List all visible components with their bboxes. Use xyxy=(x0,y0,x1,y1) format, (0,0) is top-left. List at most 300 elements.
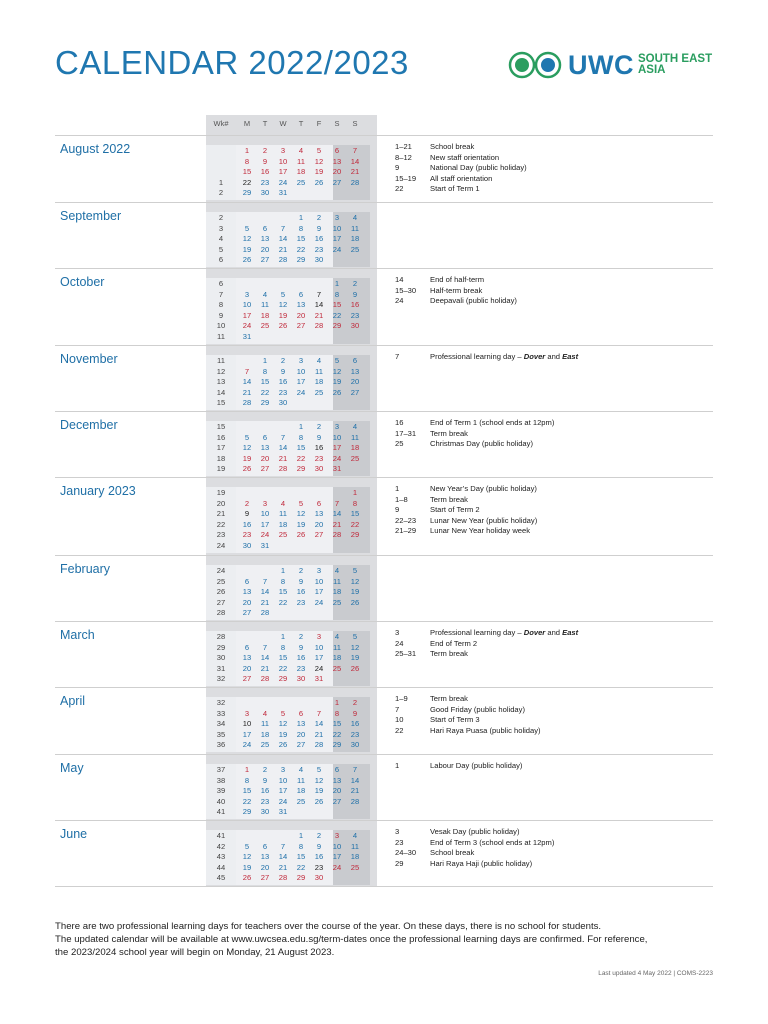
event-date: 9 xyxy=(395,505,400,515)
event-date: 7 xyxy=(395,704,400,714)
event-date: 16 xyxy=(395,418,404,427)
day-cell: 3 xyxy=(316,632,322,641)
day-cell: 22 xyxy=(332,310,342,320)
day-cell: 1 xyxy=(244,765,250,774)
week-row xyxy=(206,178,377,188)
week-number: 32 xyxy=(216,674,226,684)
globe-logo-icon xyxy=(508,50,564,80)
week-number: 10 xyxy=(216,321,226,331)
event-text: Term break xyxy=(430,494,468,504)
day-cell: 9 xyxy=(244,509,250,519)
day-cell: 6 xyxy=(244,642,250,652)
day-cell: 21 xyxy=(314,310,324,320)
event-text: End of Term 3 (school ends at 12pm) xyxy=(430,837,555,847)
day-cell: 29 xyxy=(296,464,306,474)
week-row xyxy=(206,765,377,775)
day-cell: 7 xyxy=(316,289,322,299)
week-number: 15 xyxy=(216,398,226,408)
month-name: August 2022 xyxy=(60,142,131,156)
day-cell: 19 xyxy=(242,862,252,872)
event-date: 1–21 xyxy=(395,142,412,151)
event-item xyxy=(395,296,715,306)
event-text: New Year’s Day (public holiday) xyxy=(430,484,537,493)
day-cell: 20 xyxy=(260,453,270,463)
day-cell: 27 xyxy=(242,608,252,618)
day-cell: 30 xyxy=(314,255,324,265)
day-cell: 25 xyxy=(260,321,270,331)
day-cell: 15 xyxy=(296,234,306,244)
day-cell: 5 xyxy=(280,289,286,299)
day-cell: 22 xyxy=(260,387,270,397)
day-cell: 16 xyxy=(260,786,270,796)
day-cell: 6 xyxy=(262,223,268,233)
day-cell: 5 xyxy=(280,708,286,718)
day-cell: 16 xyxy=(314,852,324,862)
day-cell: 31 xyxy=(332,464,342,474)
day-cell: 12 xyxy=(350,576,360,586)
day-cell: 11 xyxy=(351,432,359,442)
week-row xyxy=(206,807,377,817)
day-cell: 6 xyxy=(262,432,268,442)
day-cell: 4 xyxy=(316,356,322,365)
day-cell: 25 xyxy=(350,453,360,463)
day-cell: 10 xyxy=(314,642,324,652)
week-number: 41 xyxy=(216,807,226,817)
day-cell: 23 xyxy=(260,796,270,806)
month-name: December xyxy=(60,418,118,432)
week-number: 9 xyxy=(218,310,224,320)
day-cell: 15 xyxy=(278,587,288,597)
event-item xyxy=(395,505,715,515)
day-cell: 8 xyxy=(298,432,304,442)
week-number: 31 xyxy=(216,663,226,673)
week-number: 21 xyxy=(216,509,226,519)
week-number: 44 xyxy=(216,862,226,872)
header-day-7: S xyxy=(352,119,358,128)
week-number: 34 xyxy=(216,719,226,729)
event-item xyxy=(395,827,715,837)
week-row xyxy=(206,852,377,862)
week-number: 23 xyxy=(216,530,226,540)
day-cell: 26 xyxy=(278,740,288,750)
day-cell: 23 xyxy=(296,597,306,607)
day-cell: 30 xyxy=(350,321,360,331)
header-day-4: T xyxy=(298,119,304,128)
event-item xyxy=(395,429,715,439)
week-number: 20 xyxy=(216,498,226,508)
day-cell: 11 xyxy=(351,841,359,851)
day-cell: 9 xyxy=(280,366,286,376)
day-cell: 2 xyxy=(316,422,322,431)
day-cell: 27 xyxy=(332,796,342,806)
day-cell: 29 xyxy=(296,255,306,265)
day-cell: 6 xyxy=(352,356,358,365)
week-row xyxy=(206,188,377,198)
day-cell: 13 xyxy=(242,653,252,663)
day-cell: 15 xyxy=(296,443,306,453)
day-cell: 30 xyxy=(278,398,288,408)
event-item xyxy=(395,715,715,725)
day-cell: 3 xyxy=(280,765,286,774)
day-cell: 5 xyxy=(316,146,322,155)
day-cell: 28 xyxy=(278,464,288,474)
day-cell: 10 xyxy=(278,775,288,785)
week-row xyxy=(206,776,377,786)
day-cell: 11 xyxy=(315,366,323,376)
event-item xyxy=(395,838,715,848)
day-cell: 18 xyxy=(332,653,342,663)
day-cell: 15 xyxy=(242,167,252,177)
day-cell: 7 xyxy=(352,146,358,155)
day-cell: 30 xyxy=(314,873,324,883)
day-cell: 26 xyxy=(350,597,360,607)
day-cell: 5 xyxy=(298,498,304,508)
day-cell: 16 xyxy=(350,719,360,729)
week-number: 16 xyxy=(216,432,226,442)
week-number: 2 xyxy=(218,213,224,222)
day-cell: 3 xyxy=(298,356,304,365)
day-cell: 5 xyxy=(244,432,250,442)
week-number: 17 xyxy=(216,443,226,453)
day-cell: 1 xyxy=(334,698,340,707)
month-name: November xyxy=(60,352,118,366)
day-cell: 4 xyxy=(262,708,268,718)
day-cell: 27 xyxy=(260,873,270,883)
event-text: Labour Day (public holiday) xyxy=(430,761,523,770)
week-number: 18 xyxy=(216,453,226,463)
day-cell: 22 xyxy=(278,663,288,673)
day-cell: 20 xyxy=(314,519,324,529)
month-divider xyxy=(55,411,713,412)
day-cell: 31 xyxy=(278,188,288,198)
day-cell: 2 xyxy=(316,213,322,222)
day-cell: 19 xyxy=(350,653,360,663)
day-cell: 14 xyxy=(314,719,324,729)
day-cell: 9 xyxy=(262,775,268,785)
day-cell: 3 xyxy=(244,289,250,299)
week-row xyxy=(206,146,377,156)
day-cell: 4 xyxy=(298,765,304,774)
day-cell: 6 xyxy=(298,708,304,718)
day-cell: 23 xyxy=(260,177,270,187)
footer-line-3: the 2023/2024 school year will begin on Monday, 21 August 2023. xyxy=(55,947,335,958)
week-row xyxy=(206,499,377,509)
event-item xyxy=(395,694,715,704)
month-divider xyxy=(55,268,713,269)
week-row xyxy=(206,454,377,464)
day-cell: 21 xyxy=(350,167,360,177)
month-divider xyxy=(55,345,713,346)
event-text: Term break xyxy=(430,428,468,438)
event-date: 9 xyxy=(395,163,400,173)
week-number: 28 xyxy=(216,608,226,618)
day-cell: 30 xyxy=(314,464,324,474)
day-cell: 18 xyxy=(350,443,360,453)
day-cell: 1 xyxy=(280,566,286,575)
event-item xyxy=(395,286,715,296)
week-number: 32 xyxy=(216,698,226,707)
month-name: March xyxy=(60,628,95,642)
event-item xyxy=(395,848,715,858)
day-cell: 25 xyxy=(332,597,342,607)
day-cell: 2 xyxy=(352,279,358,288)
day-cell: 5 xyxy=(316,765,322,774)
day-cell: 31 xyxy=(242,332,252,341)
day-cell: 11 xyxy=(351,223,359,233)
event-text: Deepavali (public holiday) xyxy=(430,296,517,306)
week-row xyxy=(206,509,377,519)
day-cell: 11 xyxy=(297,156,305,166)
day-cell: 5 xyxy=(352,632,358,641)
day-cell: 26 xyxy=(350,663,360,673)
day-cell: 1 xyxy=(298,213,304,222)
day-cell: 8 xyxy=(244,775,250,785)
day-cell: 4 xyxy=(352,422,358,431)
day-cell: 16 xyxy=(296,653,306,663)
day-cell: 18 xyxy=(260,729,270,739)
day-cell: 14 xyxy=(278,234,288,244)
week-number: 19 xyxy=(216,464,226,474)
week-row xyxy=(206,797,377,807)
day-cell: 11 xyxy=(261,719,269,729)
month-name: April xyxy=(60,694,86,708)
event-date: 8–12 xyxy=(395,152,412,162)
day-cell: 14 xyxy=(314,300,324,310)
day-cell: 22 xyxy=(332,729,342,739)
month-divider xyxy=(55,477,713,478)
day-cell: 27 xyxy=(242,674,252,684)
day-cell: 2 xyxy=(352,698,358,707)
day-cell: 24 xyxy=(314,597,324,607)
week-number: 5 xyxy=(218,244,224,254)
week-number: 45 xyxy=(216,873,226,883)
day-cell: 1 xyxy=(262,356,268,365)
day-cell: 28 xyxy=(260,674,270,684)
day-cell: 24 xyxy=(242,740,252,750)
week-number: 43 xyxy=(216,852,226,862)
day-cell: 13 xyxy=(332,775,342,785)
day-cell: 18 xyxy=(278,519,288,529)
day-cell: 26 xyxy=(278,321,288,331)
event-date: 17–31 xyxy=(395,428,417,438)
day-cell: 20 xyxy=(296,310,306,320)
day-cell: 17 xyxy=(278,167,288,177)
day-cell: 7 xyxy=(280,223,286,233)
header-day-1: M xyxy=(243,119,251,128)
day-cell: 1 xyxy=(298,422,304,431)
uwc-logo xyxy=(508,50,712,80)
header-week: Wk# xyxy=(213,119,229,128)
day-cell: 12 xyxy=(242,852,252,862)
event-date: 1–9 xyxy=(395,694,408,703)
day-cell: 27 xyxy=(332,177,342,187)
event-date: 1 xyxy=(395,484,400,493)
week-row xyxy=(206,709,377,719)
event-text: Professional learning day – Dover and East xyxy=(430,352,579,361)
day-cell: 12 xyxy=(278,300,288,310)
day-cell: 13 xyxy=(296,719,306,729)
week-row xyxy=(206,643,377,653)
day-cell: 21 xyxy=(260,663,270,673)
event-text: Term break xyxy=(430,649,468,659)
day-cell: 19 xyxy=(296,519,306,529)
day-cell: 6 xyxy=(298,289,304,299)
day-cell: 19 xyxy=(350,587,360,597)
week-row xyxy=(206,321,377,331)
day-cell: 24 xyxy=(242,321,252,331)
day-cell: 13 xyxy=(260,852,270,862)
week-row xyxy=(206,356,377,366)
week-row xyxy=(206,730,377,740)
week-number: 26 xyxy=(216,587,226,597)
day-cell: 17 xyxy=(332,234,342,244)
week-row xyxy=(206,598,377,608)
event-text: Start of Term 1 xyxy=(430,184,480,194)
event-item xyxy=(395,484,715,494)
day-cell: 23 xyxy=(350,729,360,739)
day-cell: 8 xyxy=(352,498,358,508)
week-number: 11 xyxy=(217,332,225,341)
day-cell: 26 xyxy=(314,177,324,187)
day-cell: 1 xyxy=(352,488,358,497)
day-cell: 18 xyxy=(314,377,324,387)
day-cell: 4 xyxy=(352,213,358,222)
event-text: Good Friday (public holiday) xyxy=(430,704,525,714)
day-cell: 21 xyxy=(260,597,270,607)
week-number: 42 xyxy=(216,841,226,851)
event-date: 29 xyxy=(395,858,404,868)
week-row xyxy=(206,300,377,310)
day-cell: 21 xyxy=(242,387,252,397)
day-cell: 17 xyxy=(278,786,288,796)
day-cell: 23 xyxy=(242,530,252,540)
week-number: 6 xyxy=(218,279,224,288)
day-cell: 28 xyxy=(260,608,270,618)
day-cell: 16 xyxy=(278,377,288,387)
day-cell: 15 xyxy=(278,653,288,663)
day-cell: 8 xyxy=(298,841,304,851)
month-name: February xyxy=(60,562,111,576)
day-cell: 10 xyxy=(242,300,252,310)
event-text: Hari Raya Puasa (public holiday) xyxy=(430,725,541,735)
week-number: 37 xyxy=(216,765,226,774)
week-row xyxy=(206,332,377,342)
day-cell: 29 xyxy=(332,321,342,331)
day-cell: 22 xyxy=(242,796,252,806)
day-cell: 7 xyxy=(244,366,250,376)
day-cell: 26 xyxy=(242,873,252,883)
day-cell: 15 xyxy=(332,719,342,729)
event-item xyxy=(395,859,715,869)
event-item xyxy=(395,275,715,285)
event-item xyxy=(395,163,715,173)
day-cell: 24 xyxy=(278,177,288,187)
week-row xyxy=(206,873,377,883)
event-text: End of half-term xyxy=(430,275,485,284)
day-cell: 19 xyxy=(242,244,252,254)
day-cell: 24 xyxy=(332,453,342,463)
event-item xyxy=(395,142,715,152)
day-cell: 12 xyxy=(242,443,252,453)
day-cell: 19 xyxy=(278,729,288,739)
week-row xyxy=(206,842,377,852)
week-row xyxy=(206,255,377,265)
event-text: Term break xyxy=(430,694,468,703)
week-number: 12 xyxy=(216,366,226,376)
week-row xyxy=(206,664,377,674)
day-cell: 24 xyxy=(332,862,342,872)
event-text: All staff orientation xyxy=(430,173,493,183)
month-name: October xyxy=(60,275,105,289)
event-text: Start of Term 3 xyxy=(430,715,480,725)
day-cell: 25 xyxy=(278,530,288,540)
day-cell: 18 xyxy=(296,167,306,177)
day-cell: 7 xyxy=(262,576,268,586)
day-cell: 25 xyxy=(296,796,306,806)
day-cell: 27 xyxy=(314,530,324,540)
event-text: New staff orientation xyxy=(430,152,500,162)
day-cell: 23 xyxy=(278,387,288,397)
day-cell: 15 xyxy=(260,377,270,387)
event-date: 21–29 xyxy=(395,526,417,536)
week-number: 19 xyxy=(216,488,226,497)
day-cell: 3 xyxy=(316,566,322,575)
day-cell: 1 xyxy=(244,146,250,155)
event-item xyxy=(395,516,715,526)
week-row xyxy=(206,831,377,841)
day-cell: 11 xyxy=(261,300,269,310)
day-cell: 29 xyxy=(296,873,306,883)
day-cell: 10 xyxy=(296,366,306,376)
event-date: 3 xyxy=(395,628,400,637)
event-date: 1 xyxy=(395,761,400,770)
week-number: 14 xyxy=(216,387,226,397)
day-cell: 1 xyxy=(298,831,304,840)
day-cell: 4 xyxy=(298,146,304,155)
day-cell: 8 xyxy=(244,156,250,166)
day-cell: 12 xyxy=(332,366,342,376)
footer-line-1: There are two professional learning days for teachers over the course of the year. On these days, there is no school for students. xyxy=(55,921,602,932)
header-day-3: W xyxy=(279,119,287,128)
week-number: 15 xyxy=(216,422,226,431)
week-row xyxy=(206,608,377,618)
week-row xyxy=(206,422,377,432)
day-cell: 19 xyxy=(242,453,252,463)
day-cell: 5 xyxy=(334,356,340,365)
day-cell: 12 xyxy=(296,509,306,519)
event-text: Hari Raya Haji (public holiday) xyxy=(430,858,533,868)
month-name: May xyxy=(60,761,84,775)
day-cell: 14 xyxy=(260,587,270,597)
footer-line-2: The updated calendar will be available at www.uwcsea.edu.sg/term-dates once the professional learning days are confirmed. For reference, xyxy=(55,934,648,945)
day-cell: 20 xyxy=(260,244,270,254)
day-cell: 30 xyxy=(260,188,270,198)
event-text: School break xyxy=(430,848,475,858)
event-date: 14 xyxy=(395,275,404,284)
day-cell: 10 xyxy=(332,223,342,233)
week-row xyxy=(206,530,377,540)
day-cell: 26 xyxy=(242,255,252,265)
day-cell: 11 xyxy=(297,775,305,785)
day-cell: 28 xyxy=(350,177,360,187)
week-row xyxy=(206,587,377,597)
day-cell: 24 xyxy=(314,663,324,673)
day-cell: 9 xyxy=(316,841,322,851)
day-cell: 16 xyxy=(296,587,306,597)
week-row xyxy=(206,167,377,177)
day-cell: 20 xyxy=(296,729,306,739)
header-day-2: T xyxy=(262,119,268,128)
